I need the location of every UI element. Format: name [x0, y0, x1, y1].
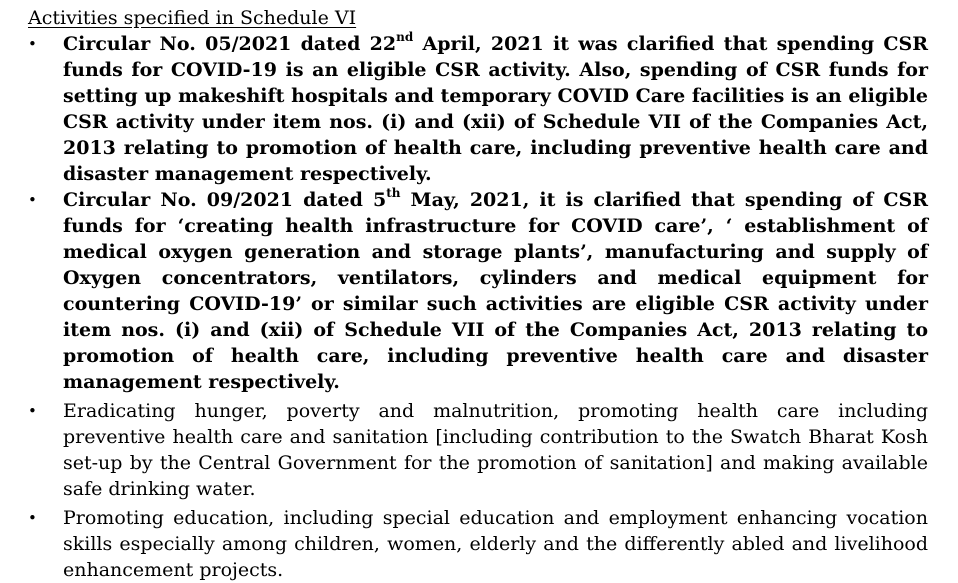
ordinal-suffix: th — [386, 185, 401, 200]
bullet-icon: • — [28, 191, 37, 209]
bullet-list — [28, 31, 928, 583]
item-text: Eradicating hunger, poverty and malnutrition, promoting health care including preventive health care and sanitation [including contribution to the Swatch Bharat Kosh set-up by the Central Government for the promotion of sanitation] and making available safe drinking water. — [63, 400, 928, 500]
item-text: Promoting education, including special education and employment enhancing vocation skills especially among children, women, elderly and the differently abled and livelihood enhancement projects. — [63, 507, 928, 581]
item-text: May, 2021, it is clarified that spending of CSR funds for ‘creating health infrastructure for COVID care’, ‘ establishment of medical oxygen generation and storage plants’, manufacturing and supply of Oxygen concentrators, ventilators, cylinders and medical equipment for countering COVID-19’ or similar such activities are eligible CSR activity under item nos. (i) and (xii) of Schedule VII of the Companies Act, 2013 relating to promotion of health care, including preventive health care and disaster management respectively. — [63, 189, 929, 393]
item-text: April, 2021 it was clarified that spending CSR funds for COVID-19 is an eligible CSR activity. Also, spending of CSR funds for setting up makeshift hospitals and temporary COVID Care facilities is an eligible CSR activity under item nos. (i) and (xii) of Schedule VII of the Companies Act, 2013 relating to promotion of health care, including preventive health care and disaster management respectively. — [63, 33, 928, 185]
item-text: Circular No. 05/2021 dated 22 — [63, 33, 397, 55]
section-heading: Activities specified in Schedule VI — [28, 7, 357, 29]
document-body — [28, 6, 928, 583]
item-text: Circular No. 09/2021 dated 5 — [63, 189, 387, 211]
list-item — [28, 187, 928, 395]
bullet-icon: • — [28, 509, 37, 527]
bullet-icon: • — [28, 35, 37, 53]
list-item — [28, 398, 928, 502]
list-item — [28, 505, 928, 583]
bullet-icon: • — [28, 402, 37, 420]
ordinal-suffix: nd — [396, 29, 414, 44]
list-item — [28, 31, 928, 187]
